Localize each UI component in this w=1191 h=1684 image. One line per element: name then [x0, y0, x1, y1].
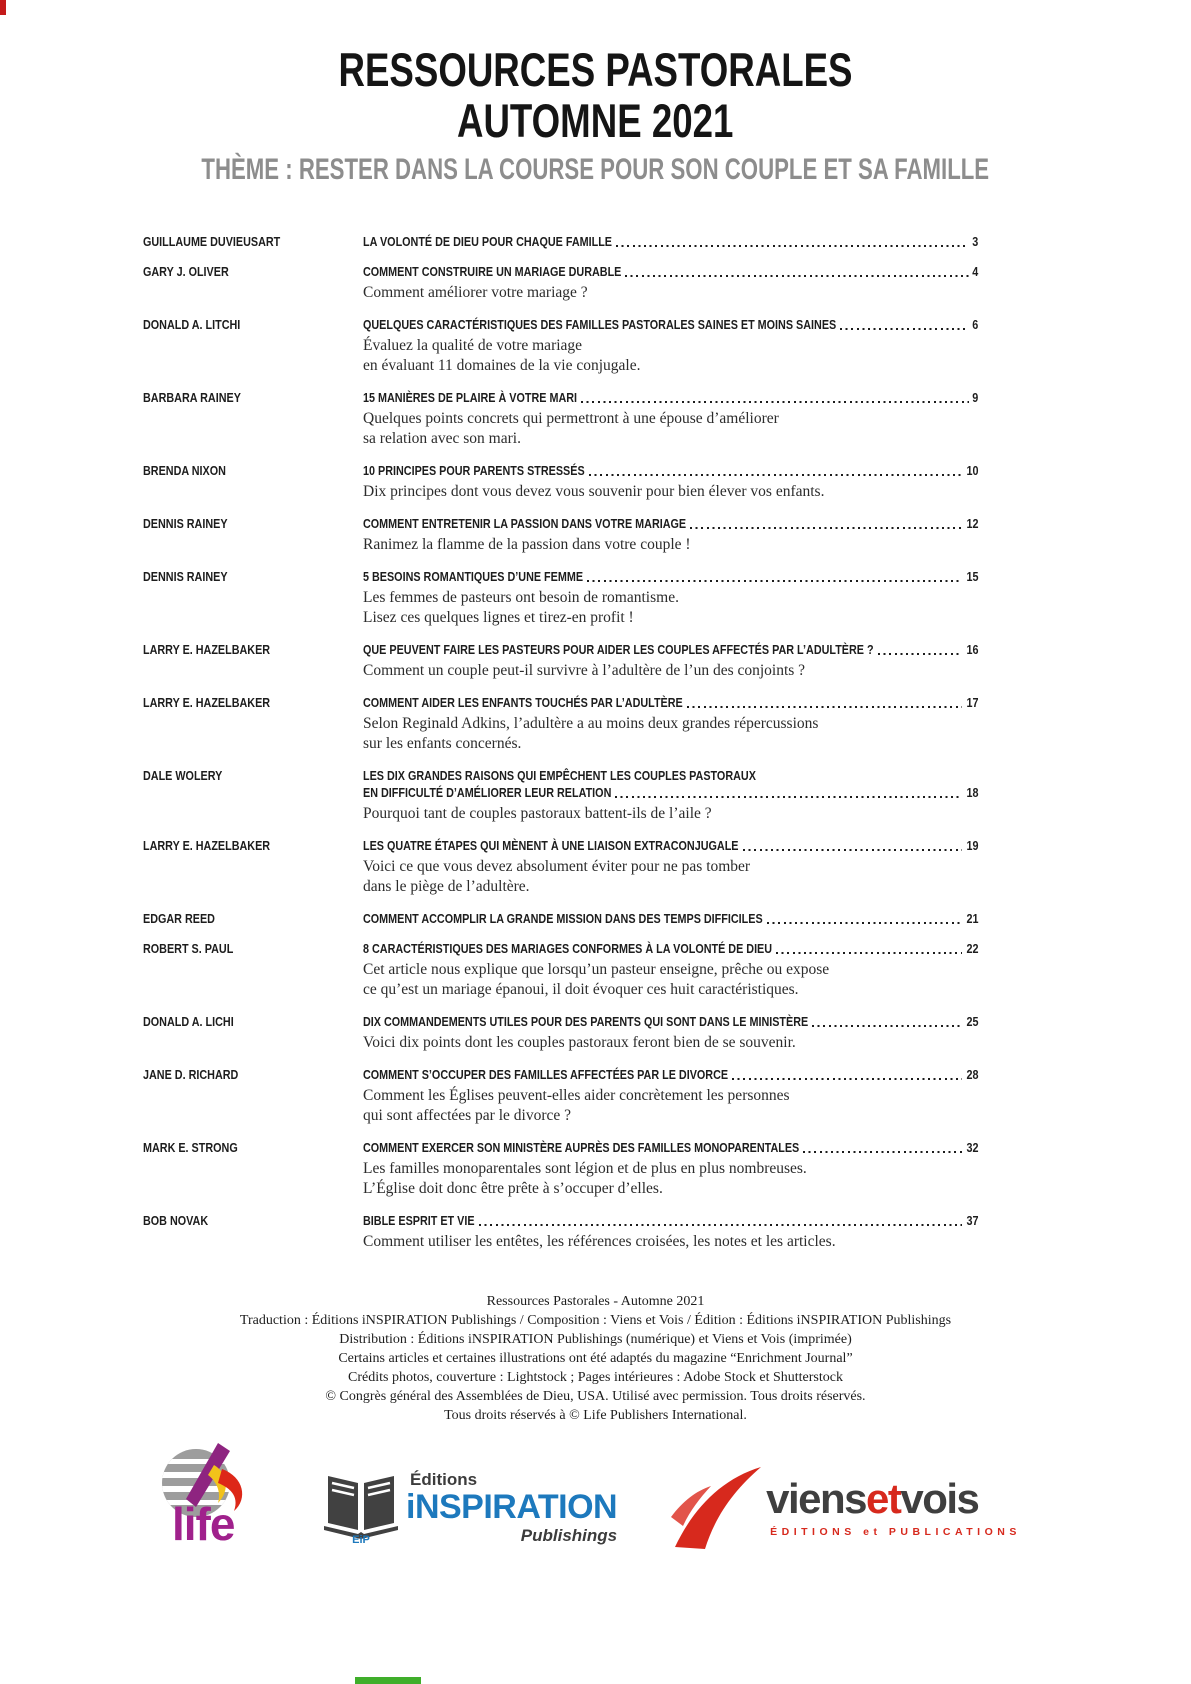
article-description-line: en évaluant 11 domaines de la vie conjugale.	[363, 357, 641, 374]
dotted-leader	[776, 952, 961, 954]
article-title-line	[363, 515, 978, 532]
toc-entry	[143, 910, 978, 927]
article-title: COMMENT ACCOMPLIR LA GRANDE MISSION DANS DES TEMPS DIFFICILES	[363, 911, 763, 926]
page-number: 21	[965, 911, 978, 926]
article-description	[363, 588, 978, 628]
article-title-line	[363, 263, 978, 280]
eip-label: EiP	[352, 1534, 370, 1544]
author-name	[143, 1139, 363, 1199]
footer	[0, 1292, 1191, 1573]
article-title-line	[363, 837, 978, 854]
toc-entry-body	[363, 1013, 978, 1053]
logos-row	[148, 1441, 1191, 1573]
author-name	[143, 910, 363, 927]
article-description	[363, 1232, 978, 1252]
article-description	[363, 960, 978, 1000]
article-title: 8 CARACTÉRISTIQUES DES MARIAGES CONFORMES À LA VOLONTÉ DE DIEU	[363, 941, 773, 956]
inspiration-editions-label: Éditions	[410, 1470, 478, 1489]
credit-line: © Congrès général des Assemblées de Dieu, USA. Utilisé avec permission. Tous droits réservés.	[325, 1389, 866, 1404]
article-title-line	[363, 1013, 978, 1030]
author-name-text: GARY J. OLIVER	[143, 264, 229, 279]
toc-entry	[143, 1013, 978, 1053]
viensetvois-tagline: ÉDITIONS et PUBLICATIONS	[770, 1525, 1021, 1538]
page-number: 4	[971, 264, 978, 279]
header	[0, 0, 1191, 187]
toc-entry	[143, 837, 978, 897]
author-name	[143, 316, 363, 376]
article-title: LES DIX GRANDES RAISONS QUI EMPÊCHENT LES COUPLES PASTORAUX	[363, 768, 756, 783]
credit-line: Traduction : Éditions iNSPIRATION Publishings / Composition : Viens et Vois / Édition : Éditions iNSPIRATION Publishings	[239, 1313, 952, 1328]
article-description-line: Évaluez la qualité de votre mariage	[363, 337, 583, 354]
crop-mark-red-icon	[0, 0, 6, 15]
inspiration-logo	[322, 1468, 617, 1546]
article-title-line	[363, 233, 978, 250]
page-title-text-2: AUTOMNE 2021	[457, 94, 734, 147]
toc-entry-body	[363, 1139, 978, 1199]
article-description-line: Comment un couple peut-il survivre à l’adultère de l’un des conjoints ?	[363, 662, 806, 679]
article-title: BIBLE ESPRIT ET VIE	[363, 1213, 475, 1228]
toc-entry	[143, 462, 978, 502]
article-description-line: ce qu’est un mariage épanoui, il doit évoquer ces huit caractéristiques.	[363, 981, 799, 998]
author-name	[143, 1013, 363, 1053]
article-title-line	[363, 694, 978, 711]
toc-entry	[143, 940, 978, 1000]
article-title-line	[363, 568, 978, 585]
article-description	[363, 482, 978, 502]
viens-text: viens	[766, 1474, 867, 1522]
article-description-line: Pourquoi tant de couples pastoraux battent-ils de l’aile ?	[363, 805, 712, 822]
toc-entry	[143, 263, 978, 303]
article-title: 10 PRINCIPES POUR PARENTS STRESSÉS	[363, 463, 585, 478]
dotted-leader	[803, 1151, 961, 1153]
author-name-text: DONALD A. LITCHI	[143, 317, 241, 332]
author-name-text: DENNIS RAINEY	[143, 516, 228, 531]
article-description-line: sur les enfants concernés.	[363, 735, 522, 752]
dotted-leader	[479, 1224, 962, 1226]
page-number: 16	[965, 642, 978, 657]
article-description	[363, 1033, 978, 1053]
article-description-line: Dix principes dont vous devez vous souvenir pour bien élever vos enfants.	[363, 483, 825, 500]
author-name-text: DONALD A. LICHI	[143, 1014, 234, 1029]
toc-entry-body	[363, 515, 978, 555]
article-title: COMMENT ENTRETENIR LA PASSION DANS VOTRE MARIAGE	[363, 516, 687, 531]
article-title: QUE PEUVENT FAIRE LES PASTEURS POUR AIDER LES COUPLES AFFECTÉS PAR L’ADULTÈRE ?	[363, 642, 874, 657]
article-title: LA VOLONTÉ DE DIEU POUR CHAQUE FAMILLE	[363, 234, 612, 249]
article-title: EN DIFFICULTÉ D’AMÉLIORER LEUR RELATION	[363, 785, 612, 800]
page-number: 17	[965, 695, 978, 710]
book-icon	[322, 1468, 400, 1544]
article-description-line: qui sont affectées par le divorce ?	[363, 1107, 572, 1124]
author-name	[143, 263, 363, 303]
author-name-text: DALE WOLERY	[143, 768, 223, 783]
credit-line: Certains articles et certaines illustrations ont été adaptés du magazine “Enrichment Journal”	[338, 1351, 853, 1366]
article-title: LES QUATRE ÉTAPES QUI MÈNENT À UNE LIAISON EXTRACONJUGALE	[363, 838, 739, 853]
toc-entry-body	[363, 263, 978, 303]
article-title: COMMENT S’OCCUPER DES FAMILLES AFFECTÉES PAR LE DIVORCE	[363, 1067, 729, 1082]
article-title-line	[363, 1139, 978, 1156]
author-name-text: GUILLAUME DUVIEUSART	[143, 234, 281, 249]
article-description	[363, 336, 978, 376]
page-number: 37	[965, 1213, 978, 1228]
article-title-line	[363, 767, 978, 784]
author-name	[143, 767, 363, 824]
article-title-line	[363, 641, 978, 658]
dotted-leader	[581, 401, 969, 403]
article-description	[363, 857, 978, 897]
article-title: 15 MANIÈRES DE PLAIRE À VOTRE MARI	[363, 390, 578, 405]
toc-entry-body	[363, 910, 978, 927]
article-title-line	[363, 784, 978, 801]
toc-entry-body	[363, 940, 978, 1000]
article-description-line: Selon Reginald Adkins, l’adultère a au moins deux grandes répercussions	[363, 715, 819, 732]
dotted-leader	[878, 653, 962, 655]
et-text: et	[866, 1474, 901, 1522]
inspiration-name: iNSPIRATION	[406, 1488, 618, 1526]
author-name-text: MARK E. STRONG	[143, 1140, 238, 1155]
author-name	[143, 837, 363, 897]
toc-entry	[143, 641, 978, 681]
page-number: 12	[965, 516, 978, 531]
credit-line: Crédits photos, couverture : Lightstock ; Pages intérieures : Adobe Stock et Shutterstock	[348, 1370, 843, 1385]
article-description	[363, 714, 978, 754]
article-description-line: Comment améliorer votre mariage ?	[363, 284, 588, 301]
dotted-leader	[587, 580, 962, 582]
inspiration-text	[406, 1468, 617, 1546]
toc-entry	[143, 1212, 978, 1252]
article-title-line	[363, 940, 978, 957]
article-title-line	[363, 1066, 978, 1083]
credit-line: Distribution : Éditions iNSPIRATION Publishings (numérique) et Viens et Vois (imprimée)	[339, 1332, 852, 1347]
article-description	[363, 1159, 978, 1199]
page-title-line1	[0, 44, 1191, 95]
dotted-leader	[690, 527, 961, 529]
page-subtitle-text: THÈME : RESTER DANS LA COURSE POUR SON COUPLE ET SA FAMILLE	[201, 153, 990, 186]
page-number: 32	[965, 1140, 978, 1155]
article-description-line: Les familles monoparentales sont légion et de plus en plus nombreuses.	[363, 1160, 807, 1177]
page-number: 22	[965, 941, 978, 956]
article-description-line: Les femmes de pasteurs ont besoin de romantisme.	[363, 589, 679, 606]
author-name-text: BOB NOVAK	[143, 1213, 209, 1228]
toc-entry	[143, 568, 978, 628]
author-name	[143, 641, 363, 681]
dotted-leader	[743, 849, 962, 851]
author-name	[143, 389, 363, 449]
author-name	[143, 940, 363, 1000]
page-title-text-1: RESSOURCES PASTORALES	[338, 43, 853, 96]
article-title: 5 BESOINS ROMANTIQUES D’UNE FEMME	[363, 569, 584, 584]
toc-entry-body	[363, 837, 978, 897]
toc-entry-body	[363, 767, 978, 824]
crop-mark-green-icon	[355, 1677, 421, 1684]
author-name-text: EDGAR REED	[143, 911, 215, 926]
author-name-text: LARRY E. HAZELBAKER	[143, 695, 271, 710]
article-title-line	[363, 462, 978, 479]
page-number: 19	[965, 838, 978, 853]
page-subtitle	[0, 153, 1191, 187]
author-name-text: DENNIS RAINEY	[143, 569, 228, 584]
article-title-line	[363, 316, 978, 333]
author-name	[143, 1066, 363, 1126]
author-name	[143, 694, 363, 754]
toc-entry-body	[363, 641, 978, 681]
article-description-line: Cet article nous explique que lorsqu’un pasteur enseigne, prêche ou expose	[363, 961, 830, 978]
author-name-text: LARRY E. HAZELBAKER	[143, 838, 271, 853]
credit-line: Ressources Pastorales - Automne 2021	[486, 1294, 705, 1309]
author-name	[143, 1212, 363, 1252]
article-description-line: Comment utiliser les entêtes, les références croisées, les notes et les articles.	[363, 1233, 836, 1250]
toc-entry	[143, 389, 978, 449]
article-description-line: Voici dix points dont les couples pastoraux feront bien de se souvenir.	[363, 1034, 796, 1051]
viensetvois-text	[766, 1474, 1021, 1538]
inspiration-publishings-label: Publishings	[520, 1526, 618, 1545]
author-name	[143, 515, 363, 555]
dotted-leader	[687, 706, 962, 708]
page-number: 9	[971, 390, 978, 405]
toc-entry-body	[363, 233, 978, 250]
viensetvois-logo	[669, 1463, 1021, 1551]
toc-entry	[143, 767, 978, 824]
article-title: COMMENT EXERCER SON MINISTÈRE AUPRÈS DES FAMILLES MONOPARENTALES	[363, 1140, 800, 1155]
dotted-leader	[625, 275, 968, 277]
toc-entry-body	[363, 316, 978, 376]
life-wordmark: life	[172, 1498, 235, 1550]
dotted-leader	[615, 796, 961, 798]
page-number: 25	[965, 1014, 978, 1029]
article-title: DIX COMMANDEMENTS UTILES POUR DES PARENTS QUI SONT DANS LE MINISTÈRE	[363, 1014, 809, 1029]
viensetvois-wordmark	[766, 1474, 1021, 1522]
toc-entry-body	[363, 1212, 978, 1252]
author-name	[143, 462, 363, 502]
article-description-line: sa relation avec son mari.	[363, 430, 521, 447]
page-number: 15	[965, 569, 978, 584]
toc-entry	[143, 316, 978, 376]
swoosh-icon	[669, 1463, 764, 1551]
article-description	[363, 1086, 978, 1126]
toc-entry-body	[363, 462, 978, 502]
article-description-line: Comment les Églises peuvent-elles aider concrètement les personnes	[363, 1087, 790, 1104]
article-description-line: L’Église doit donc être prête à s’occuper d’elles.	[363, 1180, 663, 1197]
article-description-line: Voici ce que vous devez absolument éviter pour ne pas tomber	[363, 858, 751, 875]
dotted-leader	[616, 245, 969, 247]
dotted-leader	[840, 328, 969, 330]
vois-text: vois	[900, 1474, 979, 1522]
article-description	[363, 535, 978, 555]
credits-block	[0, 1292, 1191, 1425]
toc-entry-body	[363, 694, 978, 754]
author-name-text: LARRY E. HAZELBAKER	[143, 642, 271, 657]
author-name-text: BRENDA NIXON	[143, 463, 226, 478]
page-number: 10	[965, 463, 978, 478]
article-description	[363, 804, 978, 824]
toc-entry	[143, 1139, 978, 1199]
article-title: COMMENT AIDER LES ENFANTS TOUCHÉS PAR L’ADULTÈRE	[363, 695, 683, 710]
toc-entry-body	[363, 1066, 978, 1126]
page-number: 28	[965, 1067, 978, 1082]
author-name-text: ROBERT S. PAUL	[143, 941, 234, 956]
article-title-line	[363, 1212, 978, 1229]
toc-entry	[143, 233, 978, 250]
dotted-leader	[812, 1025, 961, 1027]
page-number: 3	[971, 234, 978, 249]
article-description-line: Quelques points concrets qui permettront à une épouse d’améliorer	[363, 410, 779, 427]
article-title: QUELQUES CARACTÉRISTIQUES DES FAMILLES PASTORALES SAINES ET MOINS SAINES	[363, 317, 837, 332]
page-title-line2	[0, 95, 1191, 146]
article-title-line	[363, 910, 978, 927]
life-logo	[148, 1441, 288, 1573]
toc-entry	[143, 694, 978, 754]
toc-entry	[143, 515, 978, 555]
credit-line: Tous droits réservés à © Life Publishers International.	[444, 1408, 747, 1423]
author-name-text: JANE D. RICHARD	[143, 1067, 239, 1082]
page-number: 18	[965, 785, 978, 800]
dotted-leader	[589, 474, 962, 476]
dotted-leader	[732, 1078, 961, 1080]
dotted-leader	[767, 922, 962, 924]
article-description-line: Lisez ces quelques lignes et tirez-en profit !	[363, 609, 634, 626]
author-name-text: BARBARA RAINEY	[143, 390, 241, 405]
article-title: COMMENT CONSTRUIRE UN MARIAGE DURABLE	[363, 264, 622, 279]
article-description	[363, 283, 978, 303]
toc-entry-body	[363, 389, 978, 449]
article-description-line: Ranimez la flamme de la passion dans votre couple !	[363, 536, 691, 553]
author-name	[143, 233, 363, 250]
article-description-line: dans le piège de l’adultère.	[363, 878, 530, 895]
page-number: 6	[971, 317, 978, 332]
article-description	[363, 661, 978, 681]
table-of-contents	[143, 233, 978, 1252]
author-name	[143, 568, 363, 628]
toc-entry	[143, 1066, 978, 1126]
toc-entry-body	[363, 568, 978, 628]
article-description	[363, 409, 978, 449]
article-title-line	[363, 389, 978, 406]
